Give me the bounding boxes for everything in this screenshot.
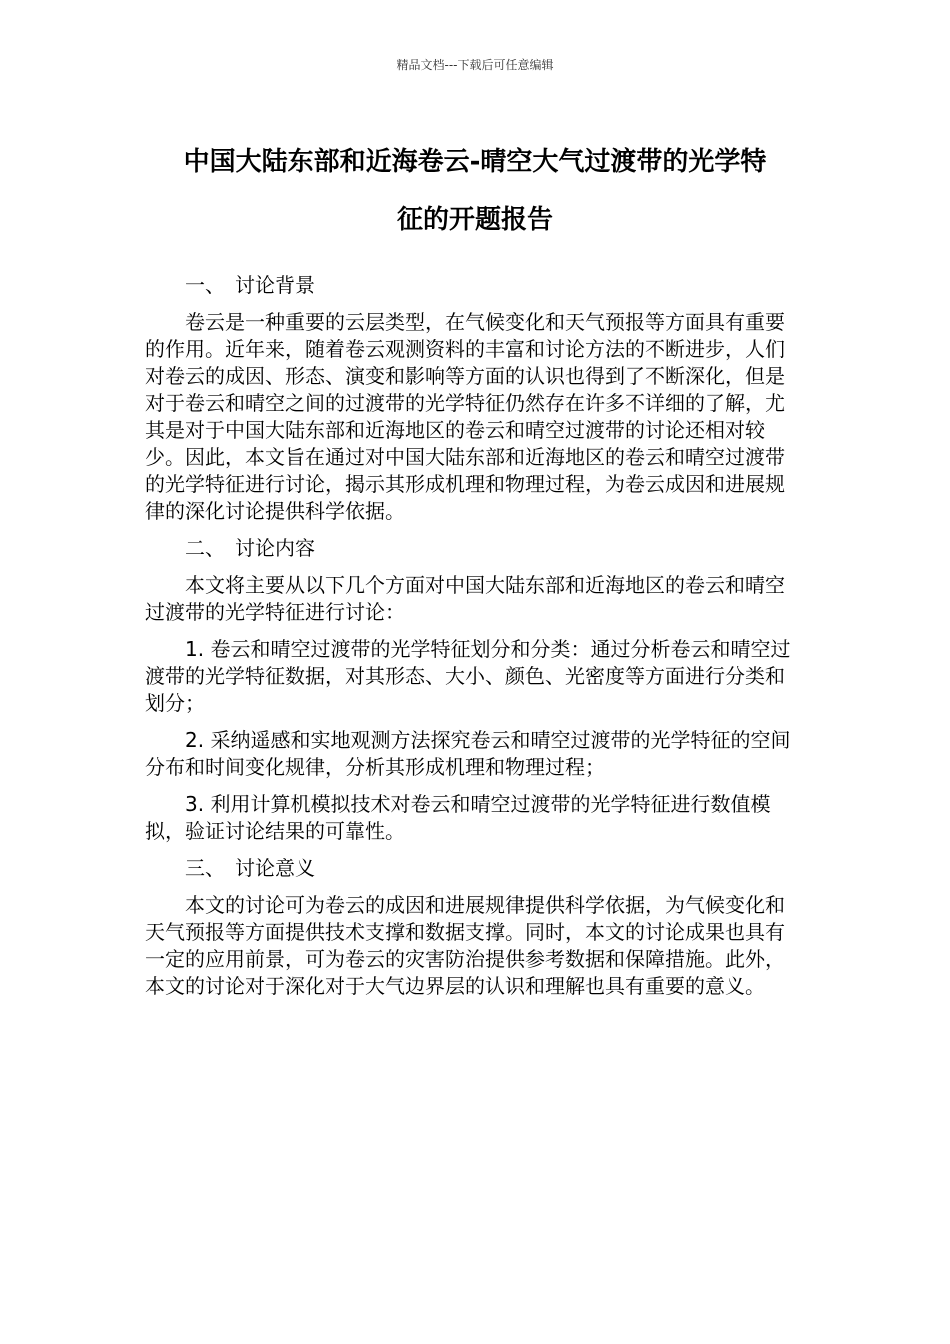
section-title: 讨论背景 xyxy=(235,273,315,297)
document-body xyxy=(145,272,800,1010)
title-line-1: 中国大陆东部和近海卷云-晴空大气过渡带的光学特 xyxy=(183,147,767,177)
section-heading-background xyxy=(145,272,800,299)
title-line-2: 征的开题报告 xyxy=(396,205,553,235)
section-title: 讨论意义 xyxy=(235,856,315,880)
section-heading-content xyxy=(145,535,800,562)
content-intro-paragraph: 本文将主要从以下几个方面对中国大陆东部和近海地区的卷云和晴空过渡带的光学特征进行讨论： xyxy=(145,573,785,624)
significance-paragraph: 本文的讨论可为卷云的成因和进展规律提供科学依据，为气候变化和天气预报等方面提供技术支撑和数据支撑。同时，本文的讨论成果也具有一定的应用前景，可为卷云的灾害防治提供参考数据和保障措施。此外，本文的讨论对于深化对于大气边界层的认识和理解也具有重要的意义。 xyxy=(145,893,785,998)
header-note: 精品文档---下载后可任意编辑 xyxy=(396,58,554,72)
section-number: 一、 xyxy=(185,273,225,297)
section-number: 二、 xyxy=(185,536,225,560)
section-heading-significance xyxy=(145,855,800,882)
section-title: 讨论内容 xyxy=(235,536,315,560)
background-paragraph: 卷云是一种重要的云层类型，在气候变化和天气预报等方面具有重要的作用。近年来，随着卷云观测资料的丰富和讨论方法的不断进步，人们对卷云的成因、形态、演变和影响等方面的认识也得到了不断深化，但是对于卷云和晴空之间的过渡带的光学特征仍然存在许多不详细的了解，尤其是对于中国大陆东部和近海地区的卷云和晴空过渡带的讨论还相对较少。因此，本文旨在通过对中国大陆东部和近海地区的卷云和晴空过渡带的光学特征进行讨论，揭示其形成机理和物理过程，为卷云成因和进展规律的深化讨论提供科学依据。 xyxy=(145,310,785,523)
section-number: 三、 xyxy=(185,856,225,880)
list-item: 3. 利用计算机模拟技术对卷云和晴空过渡带的光学特征进行数值模拟，验证讨论结果的可靠性。 xyxy=(145,792,771,843)
list-item: 2. 采纳遥感和实地观测方法探究卷云和晴空过渡带的光学特征的空间分布和时间变化规律，分析其形成机理和物理过程； xyxy=(145,728,791,779)
document-title xyxy=(145,133,805,249)
list-item: 1. 卷云和晴空过渡带的光学特征划分和分类：通过分析卷云和晴空过渡带的光学特征数据，对其形态、大小、颜色、光密度等方面进行分类和划分； xyxy=(145,637,791,715)
